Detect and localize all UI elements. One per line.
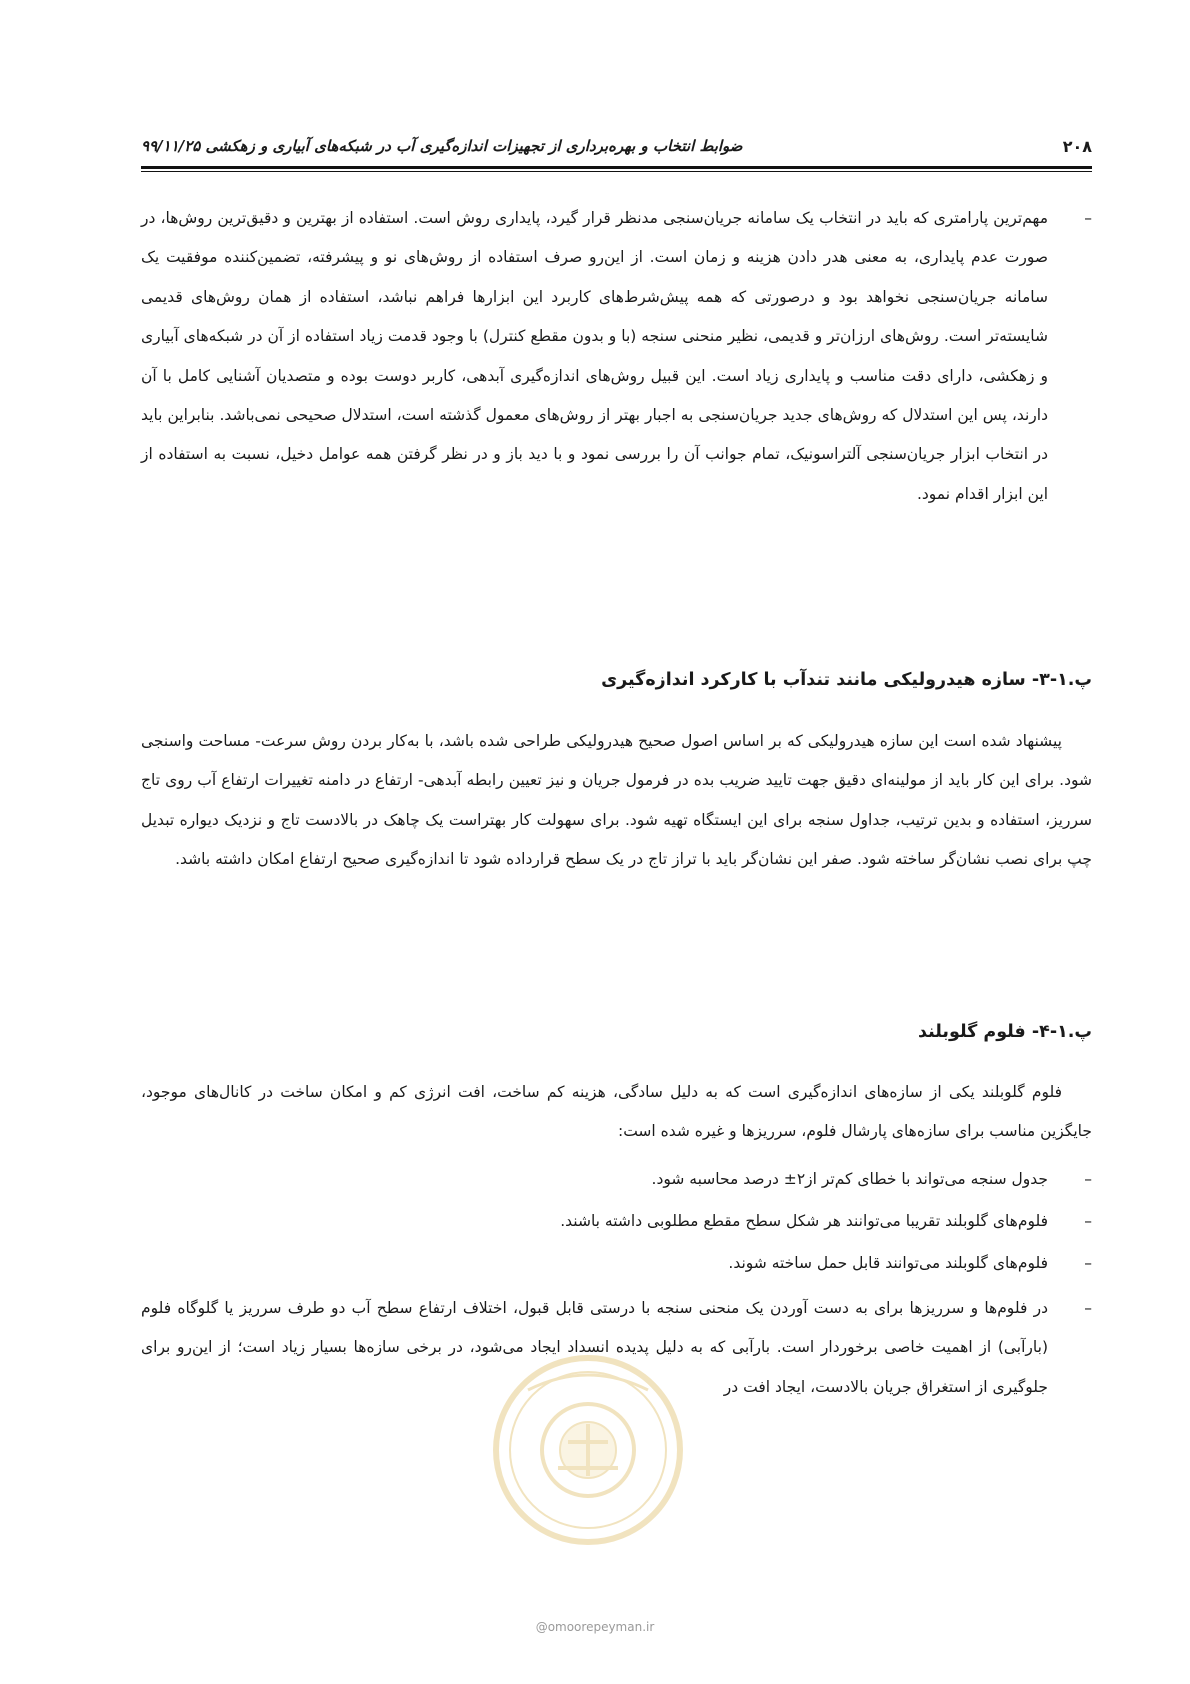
bullet-dash: – xyxy=(1084,1212,1092,1230)
section-3-heading: پ.۱-۳- سازه هیدرولیکی مانند تندآب با کارکرد اندازه‌گیری xyxy=(601,670,1092,690)
section-4-heading: پ.۱-۴- فلوم گلوبلند xyxy=(918,1022,1092,1042)
intro-bullet xyxy=(141,199,1092,514)
intro-bullet-text: مهم‌ترین پارامتری که باید در انتخاب یک سامانه جریان‌سنجی مدنظر قرار گیرد، پایداری روش است. استفاده از بهترین و دقیق‌ترین روش‌ها، در صورت عدم پایداری، به معنی هدر دادن هزینه و زمان است. از این‌رو صرف استفاده از روش‌های نو و پیشرفته، تضمین‌کننده موفقیت یک سامانه جریان‌سنجی نخواهد بود و درصورتی که همه پیش‌شرط‌های کاربرد این ابزارها فراهم نباشد، استفاده از همان روش‌های قدیمی شایسته‌تر است. روش‌های ارزان‌تر و قدیمی، نظیر منحنی سنجه (با و بدون مقطع کنترل) با وجود قدمت زیاد استفاده از آن در شبکه‌های آبیاری و زهکشی، دارای دقت مناسب و پایداری زیاد است. این قبیل روش‌های اندازه‌گیری آبدهی، کاربر دوست بوده و متصدیان آشنایی کامل با آن دارند، پس این استدلال که روش‌های جدید جریان‌سنجی به اجبار بهتر از روش‌های معمول گذشته است، استدلال صحیحی نمی‌باشد. بنابراین باید در انتخاب ابزار جریان‌سنجی آلتراسونیک، تمام جوانب آن را بررسی نمود و با دید باز و در نظر گرفتن همه عوامل دخیل، نسبت به استفاده از این ابزار اقدام نمود. xyxy=(141,209,1048,503)
page-header xyxy=(141,130,1092,162)
watermark-seal-icon xyxy=(488,1350,688,1550)
page-number: ۲۰۸ xyxy=(1062,136,1092,156)
section-3-paragraph: پیشنهاد شده است این سازه هیدرولیکی که بر اساس اصول صحیح هیدرولیکی طراحی شده باشد، با به‌کار بردن روش سرعت- مساحت واسنجی شود. برای این کار باید از مولینه‌ای دقیق جهت تایید ضریب بده در فرمول جریان و نیز تعیین رابطه آبدهی- ارتفاع در دامنه تغییرات ارتفاع آب روی تاج سرریز، استفاده و بدین ترتیب، جداول سنجه برای این ایستگاه تهیه شود. برای سهولت کار بهتراست یک چاهک در بالادست تاج و نزدیک دیواره تبدیل چپ برای نصب نشان‌گر ساخته شود. صفر این نشان‌گر باید با تراز تاج در یک سطح قرارداده شود تا اندازه‌گیری صحیح ارتفاع امکان داشته باشد. xyxy=(141,732,1092,869)
list-item xyxy=(141,1244,1092,1283)
header-rule-thick xyxy=(141,166,1092,169)
list-item xyxy=(141,1160,1092,1199)
bullet-dash: – xyxy=(1084,209,1092,227)
header-rule-thin xyxy=(141,171,1092,172)
watermark-url: @omoorepeyman.ir xyxy=(535,1620,655,1634)
list-item-text: در فلوم‌ها و سرریزها برای به دست آوردن یک منحنی سنجه با درستی قابل قبول، اختلاف ارتفاع سطح آب دو طرف سرریز یا گلوگاه فلوم (بارآبی) از اهمیت خاصی برخوردار است. بارآبی که به دلیل پدیده انسداد ایجاد می‌شود، در برخی سازه‌ها بسیار زیاد است؛ از این‌رو برای جلوگیری از استغراق جریان بالادست، ایجاد افت در xyxy=(141,1299,1048,1396)
list-item xyxy=(141,1202,1092,1241)
section-4-paragraph: فلوم گلوبلند یکی از سازه‌های اندازه‌گیری است که به دلیل سادگی، هزینه کم ساخت، افت انرژی کم و امکان ساخت در کانال‌های موجود، جایگزین مناسب برای سازه‌های پارشال فلوم، سرریزها و غیره شده است: xyxy=(141,1083,1092,1141)
list-item-text: فلوم‌های گلوبلند تقریبا می‌توانند هر شکل سطح مقطع مطلوبی داشته باشند. xyxy=(560,1212,1048,1230)
bullet-dash: – xyxy=(1084,1170,1092,1188)
running-title: ضوابط انتخاب و بهره‌برداری از تجهیزات اندازه‌گیری آب در شبکه‌های آبیاری و زهکشی ۹۹/۱۱/۲۵ xyxy=(141,137,743,155)
bullet-dash: – xyxy=(1084,1254,1092,1272)
bullet-dash: – xyxy=(1084,1299,1092,1317)
list-item-text: فلوم‌های گلوبلند می‌توانند قابل حمل ساخته شوند. xyxy=(728,1254,1048,1272)
list-item-text: جدول سنجه می‌تواند با خطای کم‌تر از۲± درصد محاسبه شود. xyxy=(651,1170,1048,1188)
